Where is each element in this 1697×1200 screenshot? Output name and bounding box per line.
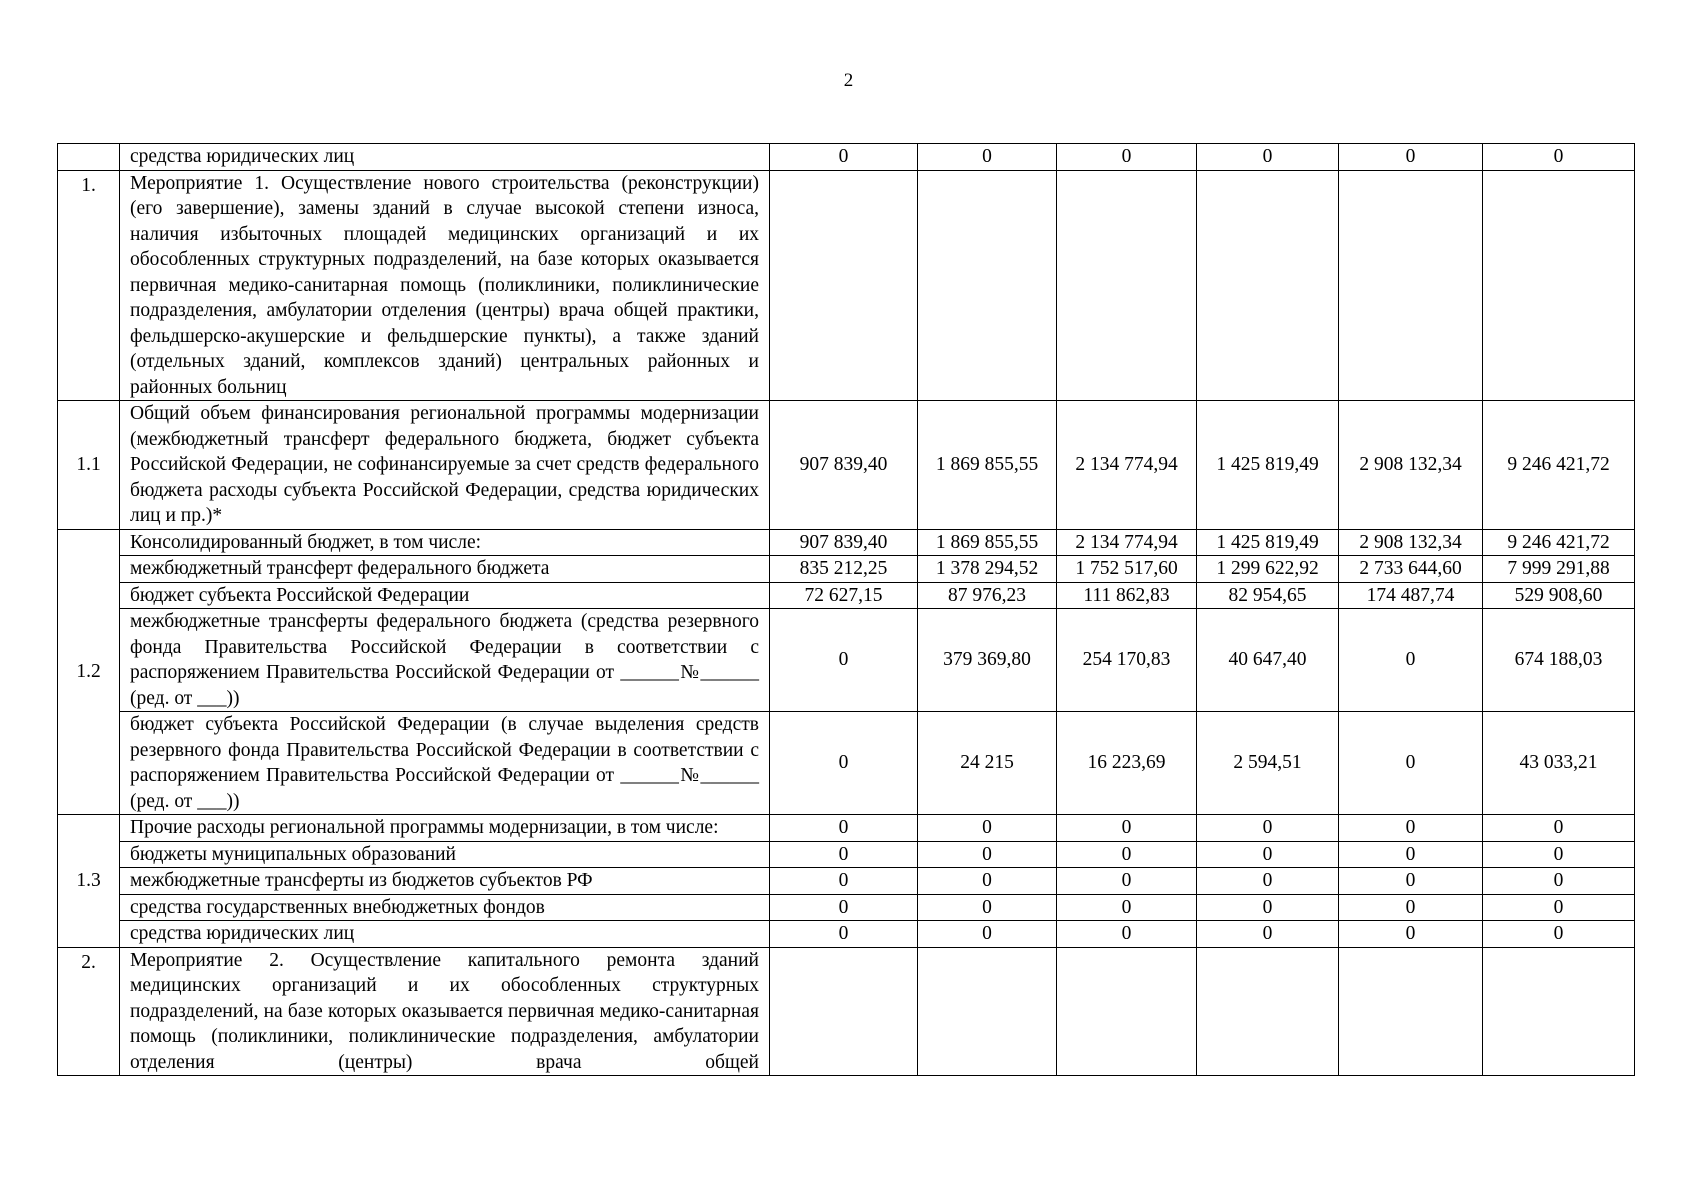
row-description-cell: Мероприятие 1. Осуществление нового строительства (реконструкции) (его завершение), замены зданий в случае высокой степени износа, наличия избыточных площадей медицинских организаций и их обособленных структурных подразделений, на базе которых оказывается первичная медико-санитарная помощь (поликлиники, поликлинические подразделения, амбулатории отделения (центры) врача общей практики, фельдшерско-акушерские и фельдшерские пункты), а также зданий (отдельных зданий, комплексов зданий) центральных районных и районных больниц [120, 170, 770, 401]
row-description-cell: межбюджетные трансферты федерального бюджета (средства резервного фонда Правительства Российской Федерации в соответствии с распоряжением Правительства Российской Федерации от ______№______ (ред. от ___)) [120, 609, 770, 712]
row-description-cell: бюджет субъекта Российской Федерации (в случае выделения средств резервного фонда Правительства Российской Федерации в соответствии с распоряжением Правительства Российской Федерации от ______№______ (ред. от ___)) [120, 712, 770, 815]
row-description-cell: межбюджетный трансферт федерального бюджета [120, 556, 770, 583]
value-cell: 72 627,15 [770, 582, 918, 609]
value-cell [1483, 170, 1635, 401]
value-cell: 254 170,83 [1057, 609, 1197, 712]
table-row [58, 170, 1635, 401]
value-cell: 1 425 819,49 [1197, 529, 1339, 556]
value-cell: 1 378 294,52 [918, 556, 1057, 583]
value-cell: 0 [770, 609, 918, 712]
value-cell: 9 246 421,72 [1483, 401, 1635, 530]
value-cell: 0 [770, 921, 918, 948]
value-cell: 82 954,65 [1197, 582, 1339, 609]
table-row [58, 556, 1635, 583]
table-row [58, 841, 1635, 868]
value-cell: 0 [918, 921, 1057, 948]
value-cell [918, 170, 1057, 401]
value-cell: 0 [770, 144, 918, 171]
row-description-cell: средства юридических лиц [120, 144, 770, 171]
value-cell: 0 [918, 144, 1057, 171]
value-cell: 835 212,25 [770, 556, 918, 583]
value-cell: 529 908,60 [1483, 582, 1635, 609]
row-description-cell: средства юридических лиц [120, 921, 770, 948]
value-cell: 0 [918, 815, 1057, 842]
value-cell [1483, 947, 1635, 1076]
value-cell: 16 223,69 [1057, 712, 1197, 815]
financing-table [57, 143, 1635, 1076]
row-number-cell: 1.2 [58, 529, 120, 815]
value-cell: 0 [770, 868, 918, 895]
row-number-cell: 1.1 [58, 401, 120, 530]
value-cell: 907 839,40 [770, 401, 918, 530]
value-cell: 0 [1339, 144, 1483, 171]
row-description-cell: Мероприятие 2. Осуществление капитального ремонта зданий медицинских организаций и их обособленных структурных подразделений, на базе которых оказывается первичная медико-санитарная помощь (поликлиники, поликлинические подразделения, амбулатории отделения (центры) врача общей [120, 947, 770, 1076]
table-row [58, 894, 1635, 921]
row-description-cell: межбюджетные трансферты из бюджетов субъектов РФ [120, 868, 770, 895]
row-number-cell: 2. [58, 947, 120, 1076]
value-cell: 174 487,74 [1339, 582, 1483, 609]
row-description-cell: бюджет субъекта Российской Федерации [120, 582, 770, 609]
value-cell: 1 425 819,49 [1197, 401, 1339, 530]
value-cell: 0 [1339, 609, 1483, 712]
row-description-cell: Прочие расходы региональной программы модернизации, в том числе: [120, 815, 770, 842]
value-cell [1339, 947, 1483, 1076]
value-cell: 0 [1483, 841, 1635, 868]
value-cell [1197, 947, 1339, 1076]
value-cell: 379 369,80 [918, 609, 1057, 712]
value-cell: 0 [1057, 815, 1197, 842]
value-cell [1197, 170, 1339, 401]
table-row [58, 947, 1635, 1076]
value-cell: 0 [1057, 868, 1197, 895]
value-cell: 7 999 291,88 [1483, 556, 1635, 583]
value-cell: 0 [1483, 894, 1635, 921]
value-cell: 43 033,21 [1483, 712, 1635, 815]
value-cell: 0 [1197, 894, 1339, 921]
value-cell: 87 976,23 [918, 582, 1057, 609]
value-cell [1339, 170, 1483, 401]
value-cell [770, 947, 918, 1076]
value-cell: 0 [770, 894, 918, 921]
value-cell: 40 647,40 [1197, 609, 1339, 712]
value-cell: 0 [918, 868, 1057, 895]
value-cell: 1 869 855,55 [918, 401, 1057, 530]
value-cell: 0 [1339, 921, 1483, 948]
row-description-cell: средства государственных внебюджетных фондов [120, 894, 770, 921]
value-cell: 24 215 [918, 712, 1057, 815]
row-number-cell [58, 144, 120, 171]
value-cell: 0 [918, 841, 1057, 868]
value-cell: 2 733 644,60 [1339, 556, 1483, 583]
value-cell: 0 [1339, 712, 1483, 815]
value-cell: 1 299 622,92 [1197, 556, 1339, 583]
value-cell: 0 [1483, 815, 1635, 842]
value-cell: 0 [1197, 815, 1339, 842]
value-cell [918, 947, 1057, 1076]
value-cell [1057, 170, 1197, 401]
value-cell: 2 594,51 [1197, 712, 1339, 815]
value-cell: 0 [1339, 868, 1483, 895]
value-cell: 0 [770, 712, 918, 815]
page-number: 2 [843, 70, 854, 91]
value-cell: 0 [1339, 841, 1483, 868]
value-cell: 0 [1483, 921, 1635, 948]
table-row [58, 921, 1635, 948]
value-cell: 0 [918, 894, 1057, 921]
table-row [58, 144, 1635, 171]
row-description-cell: Общий объем финансирования региональной программы модернизации (межбюджетный трансферт федерального бюджета, бюджет субъекта Российской Федерации, не софинансируемые за счет средств федерального бюджета расходы субъекта Российской Федерации, средства юридических лиц и пр.)* [120, 401, 770, 530]
value-cell: 0 [1197, 868, 1339, 895]
value-cell: 0 [1483, 144, 1635, 171]
row-number-cell: 1.3 [58, 815, 120, 948]
value-cell: 9 246 421,72 [1483, 529, 1635, 556]
value-cell [1057, 947, 1197, 1076]
table-row [58, 582, 1635, 609]
table-row [58, 712, 1635, 815]
table-row [58, 868, 1635, 895]
value-cell: 0 [1057, 921, 1197, 948]
value-cell: 0 [1057, 144, 1197, 171]
value-cell: 0 [1483, 868, 1635, 895]
table-row [58, 401, 1635, 530]
value-cell: 0 [1339, 815, 1483, 842]
value-cell: 0 [1057, 894, 1197, 921]
value-cell: 2 134 774,94 [1057, 529, 1197, 556]
value-cell: 674 188,03 [1483, 609, 1635, 712]
value-cell: 0 [1057, 841, 1197, 868]
value-cell: 2 134 774,94 [1057, 401, 1197, 530]
value-cell: 0 [770, 841, 918, 868]
value-cell: 0 [1339, 894, 1483, 921]
value-cell: 0 [1197, 144, 1339, 171]
table-row [58, 529, 1635, 556]
value-cell: 111 862,83 [1057, 582, 1197, 609]
row-description-cell: Консолидированный бюджет, в том числе: [120, 529, 770, 556]
row-number-cell: 1. [58, 170, 120, 401]
value-cell: 0 [770, 815, 918, 842]
value-cell: 2 908 132,34 [1339, 529, 1483, 556]
value-cell: 1 752 517,60 [1057, 556, 1197, 583]
value-cell: 0 [1197, 921, 1339, 948]
value-cell: 2 908 132,34 [1339, 401, 1483, 530]
table-row [58, 609, 1635, 712]
value-cell: 1 869 855,55 [918, 529, 1057, 556]
value-cell [770, 170, 918, 401]
table-row [58, 815, 1635, 842]
value-cell: 0 [1197, 841, 1339, 868]
value-cell: 907 839,40 [770, 529, 918, 556]
row-description-cell: бюджеты муниципальных образований [120, 841, 770, 868]
